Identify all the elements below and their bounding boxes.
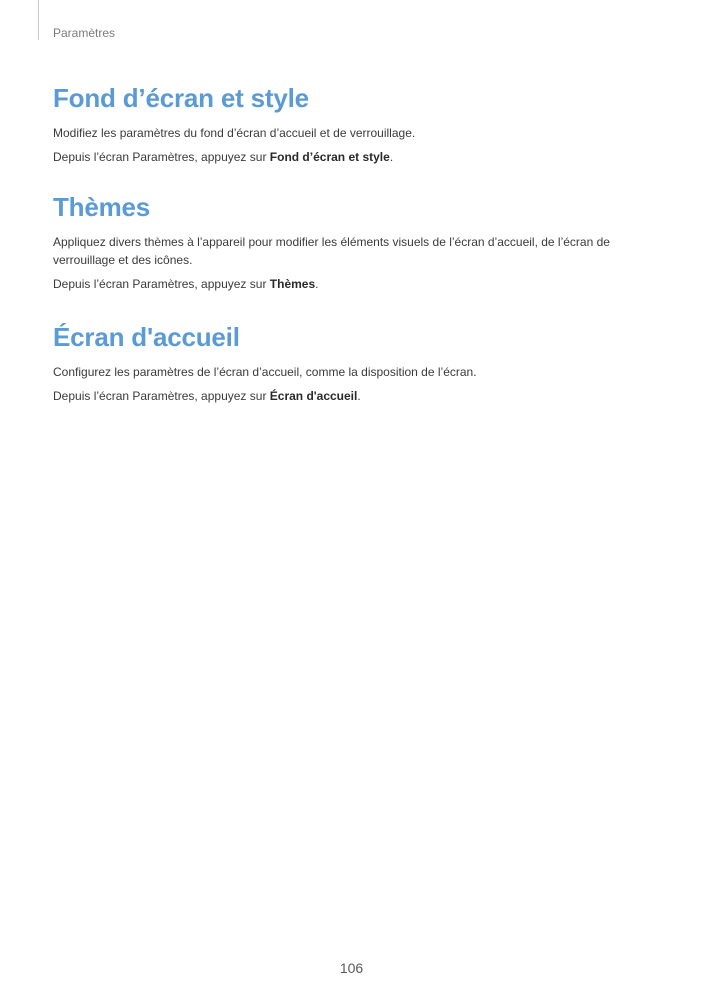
page-number: 106 — [339, 960, 364, 976]
instruction-prefix: Depuis l’écran Paramètres, appuyez sur — [53, 150, 270, 164]
page-content — [53, 82, 653, 433]
instruction-suffix: . — [357, 389, 361, 403]
section-description: Configurez les paramètres de l’écran d’accueil, comme la disposition de l’écran. — [53, 365, 477, 379]
section-themes — [53, 191, 653, 293]
running-header: Paramètres — [53, 26, 116, 40]
section-title: Écran d'accueil — [53, 322, 240, 352]
header-divider — [38, 0, 39, 40]
instruction-target: Thèmes — [269, 277, 316, 291]
instruction-prefix: Depuis l’écran Paramètres, appuyez sur — [53, 277, 270, 291]
section-title: Fond d’écran et style — [53, 83, 309, 113]
section-home-screen — [53, 321, 653, 405]
instruction-target: Écran d'accueil — [269, 389, 358, 403]
instruction-suffix: . — [389, 150, 394, 164]
instruction-target: Fond d’écran et style — [269, 150, 390, 164]
instruction-suffix: . — [315, 277, 319, 291]
section-wallpaper-and-style — [53, 82, 653, 166]
section-instruction — [53, 148, 653, 166]
instruction-prefix: Depuis l’écran Paramètres, appuyez sur — [53, 389, 270, 403]
section-instruction — [53, 275, 653, 293]
section-title: Thèmes — [53, 192, 151, 222]
section-instruction — [53, 387, 653, 405]
section-description: Modifiez les paramètres du fond d’écran d’accueil et de verrouillage. — [53, 126, 416, 140]
section-description: Appliquez divers thèmes à l’appareil pour modifier les éléments visuels de l’écran d’accueil, de l’écran de verrouillage et des icônes. — [53, 235, 610, 267]
